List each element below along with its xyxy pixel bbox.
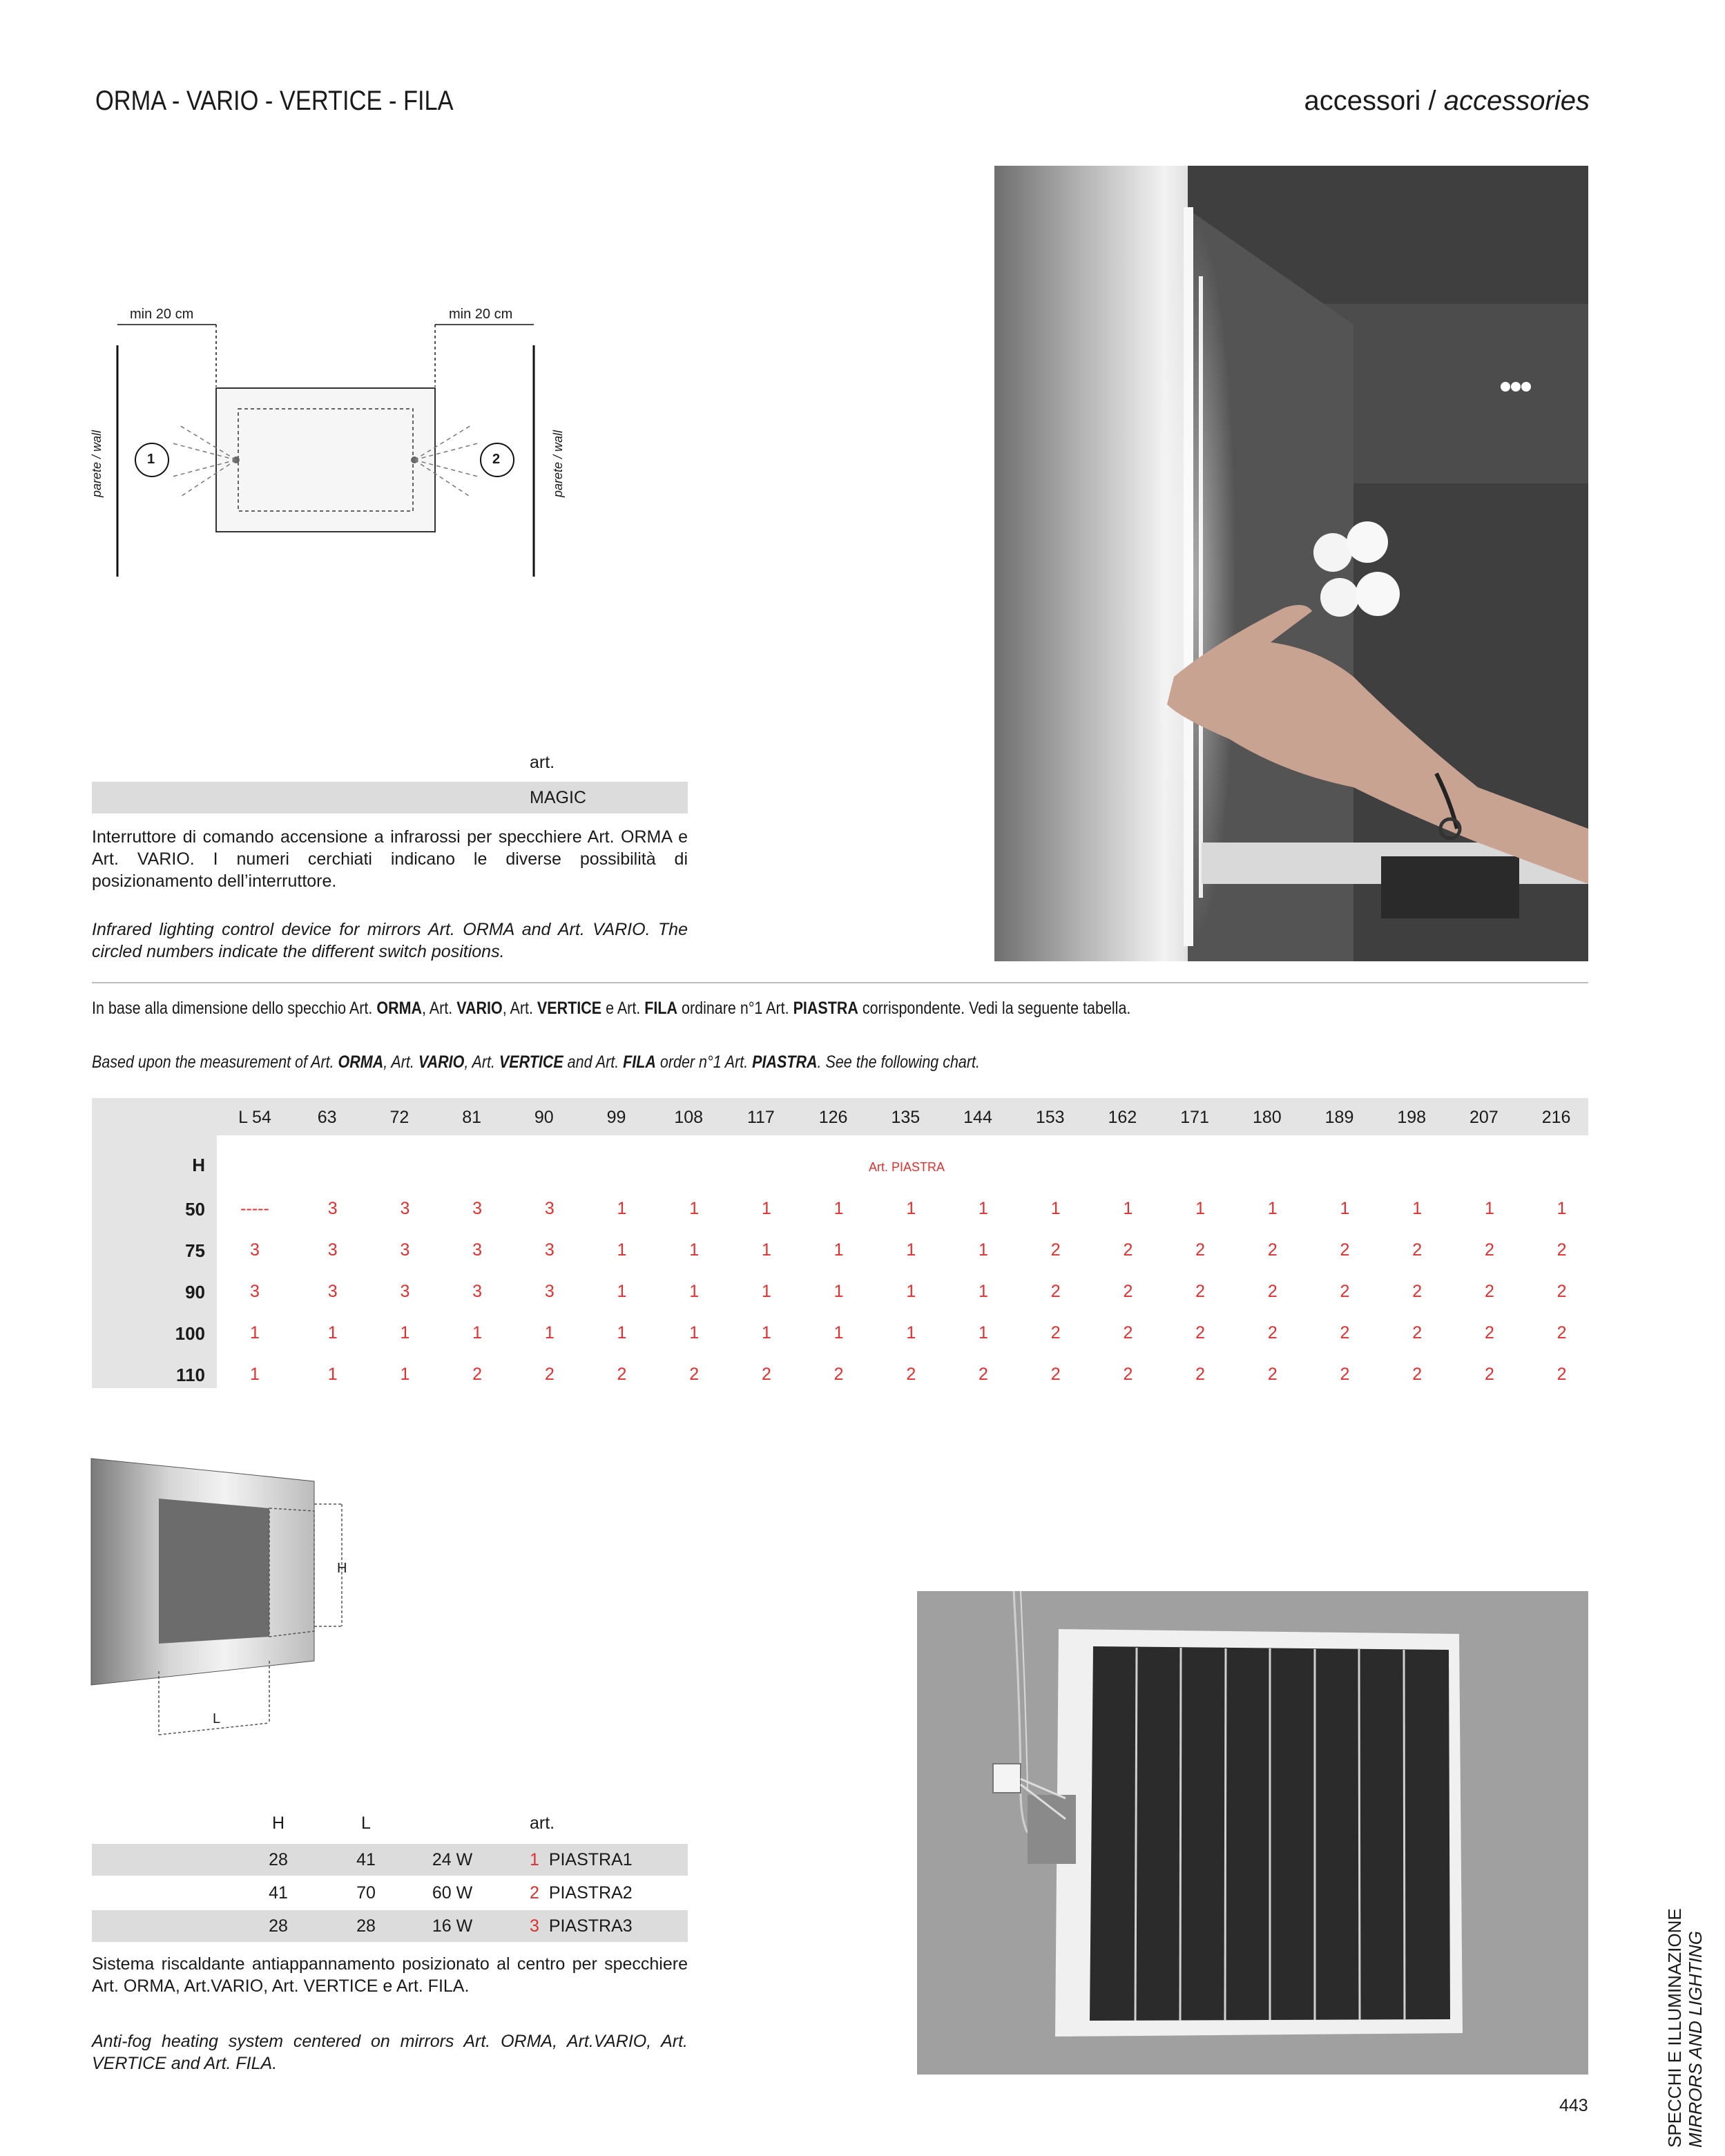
intro-en-part: , Art. bbox=[464, 1052, 499, 1072]
chart-column-header: 189 bbox=[1324, 1108, 1354, 1127]
chart-column-header: 108 bbox=[674, 1108, 704, 1127]
chart-cell: 1 bbox=[1484, 1199, 1494, 1218]
intro-en-part: Based upon the measurement of Art. bbox=[92, 1052, 338, 1072]
chart-h-header: H bbox=[192, 1155, 205, 1175]
chart-cell: 1 bbox=[689, 1282, 700, 1301]
piastra-l-value: 41 bbox=[356, 1850, 376, 1869]
chart-cell: 2 bbox=[1412, 1240, 1423, 1260]
chart-cell: 2 bbox=[1484, 1323, 1494, 1342]
chart-cell: 2 bbox=[1340, 1323, 1350, 1342]
intro-en-part: and Art. bbox=[563, 1052, 624, 1072]
intro-it-bold: ORMA bbox=[376, 999, 423, 1018]
intro-en-bold: VERTICE bbox=[499, 1052, 563, 1072]
chart-cell: 2 bbox=[472, 1365, 483, 1384]
chart-cell: 1 bbox=[1267, 1199, 1278, 1218]
chart-row-header: 90 bbox=[185, 1282, 205, 1302]
chart-cell: 1 bbox=[400, 1323, 410, 1342]
chart-column-header: 216 bbox=[1541, 1108, 1571, 1127]
chart-cell: 2 bbox=[1050, 1282, 1061, 1301]
chart-cell: 2 bbox=[1123, 1365, 1133, 1384]
chart-column-header: L 54 bbox=[238, 1108, 271, 1127]
chart-cell: 2 bbox=[1195, 1365, 1206, 1384]
magic-description-it: Interruttore di comando accensione a infrarossi per specchiere Art. ORMA e Art. VARIO. I numeri cerchiati indicano le diverse possibilità di posizionamento dell’interruttore. bbox=[92, 827, 688, 891]
intro-text-it bbox=[92, 999, 1300, 1019]
chart-cell: 1 bbox=[979, 1323, 988, 1342]
chart-cell: 1 bbox=[761, 1240, 771, 1260]
magic-description-en: Infrared lighting control device for mirrors Art. ORMA and Art. VARIO. The circled numbers indicate the different switch positions. bbox=[92, 920, 688, 961]
chart-column-header: 63 bbox=[317, 1108, 337, 1127]
chart-cell: 1 bbox=[761, 1199, 771, 1218]
piastra-l-value: 70 bbox=[356, 1883, 376, 1903]
chart-cell: 1 bbox=[979, 1240, 988, 1260]
chart-row-header: 75 bbox=[185, 1240, 205, 1261]
heating-pad-photo bbox=[917, 1591, 1588, 2075]
mirror-photo bbox=[994, 166, 1588, 961]
chart-cell: 1 bbox=[761, 1323, 771, 1342]
chart-cell: 1 bbox=[833, 1240, 844, 1260]
chart-cell: 2 bbox=[1267, 1282, 1278, 1301]
position-1-label: 1 bbox=[147, 452, 155, 467]
chart-cell: 1 bbox=[400, 1365, 410, 1384]
switch-diagram-drawing bbox=[69, 297, 566, 587]
piastra-art-value bbox=[530, 1883, 633, 1903]
intro-text-en bbox=[92, 1052, 1124, 1072]
piastra-art-number: 1 bbox=[530, 1850, 539, 1869]
chart-cell: 1 bbox=[250, 1323, 260, 1342]
chart-cell: 1 bbox=[833, 1282, 844, 1301]
chart-cell: 1 bbox=[617, 1240, 627, 1260]
chart-cell: 2 bbox=[1340, 1282, 1350, 1301]
chart-cell: 1 bbox=[327, 1323, 338, 1342]
intro-en-part: , Art. bbox=[383, 1052, 418, 1072]
section-label bbox=[1304, 86, 1590, 117]
chart-cell: 2 bbox=[1267, 1323, 1278, 1342]
chart-cell: 2 bbox=[1267, 1365, 1278, 1384]
intro-en-bold: PIASTRA bbox=[752, 1052, 818, 1072]
chart-column-header: 90 bbox=[534, 1108, 554, 1127]
chart-cell: 1 bbox=[833, 1199, 844, 1218]
piastra-art-number: 2 bbox=[530, 1883, 539, 1903]
chart-cell: 2 bbox=[1484, 1282, 1494, 1301]
chart-cell: 1 bbox=[544, 1323, 555, 1342]
chart-cell: 1 bbox=[1557, 1199, 1567, 1218]
chart-cell: 3 bbox=[327, 1282, 338, 1301]
intro-en-bold: FILA bbox=[623, 1052, 656, 1072]
chart-cell: 2 bbox=[1050, 1240, 1061, 1260]
chart-cell: 1 bbox=[979, 1199, 988, 1218]
chart-column-header: 180 bbox=[1252, 1108, 1282, 1127]
piastra-table-row bbox=[92, 1910, 688, 1942]
intro-it-bold: VERTICE bbox=[537, 999, 602, 1018]
page-number: 443 bbox=[1559, 2096, 1588, 2115]
chart-cell: 2 bbox=[1557, 1365, 1567, 1384]
chart-cell: 2 bbox=[617, 1365, 627, 1384]
chart-cell: 3 bbox=[400, 1282, 410, 1301]
chart-cell: 1 bbox=[979, 1282, 988, 1301]
chart-cell: 2 bbox=[979, 1365, 988, 1384]
chart-column-header: 144 bbox=[963, 1108, 992, 1127]
chart-cell: 3 bbox=[250, 1282, 260, 1301]
magic-art-header: art. bbox=[530, 753, 555, 772]
piastra-table-row bbox=[92, 1844, 688, 1876]
intro-it-bold: FILA bbox=[644, 999, 678, 1018]
switch-position-diagram bbox=[69, 297, 566, 587]
chart-column-header: 117 bbox=[746, 1108, 775, 1127]
chart-cell: 2 bbox=[1557, 1282, 1567, 1301]
piastra-w-value: 16 W bbox=[432, 1916, 473, 1936]
piastra-art-code: PIASTRA3 bbox=[548, 1916, 633, 1936]
chart-cell: 2 bbox=[1123, 1282, 1133, 1301]
chart-cell: 3 bbox=[544, 1240, 555, 1260]
piastra-header-h: H bbox=[271, 1813, 285, 1833]
piastra-l-value: 28 bbox=[356, 1916, 376, 1936]
piastra-chart bbox=[92, 1098, 1588, 1388]
chart-column-header: 126 bbox=[818, 1108, 848, 1127]
chart-cell: 1 bbox=[906, 1199, 916, 1218]
chart-cell: 1 bbox=[906, 1240, 916, 1260]
chart-cell: 1 bbox=[689, 1199, 700, 1218]
chapter-side-label bbox=[1664, 1908, 1706, 2148]
piastra-art-code: PIASTRA1 bbox=[548, 1850, 633, 1869]
chart-column-header: 81 bbox=[462, 1108, 481, 1127]
chart-cell: 1 bbox=[1050, 1199, 1061, 1218]
chart-cell: 2 bbox=[1267, 1240, 1278, 1260]
chart-cell: 2 bbox=[1484, 1240, 1494, 1260]
chart-cell: 2 bbox=[544, 1365, 555, 1384]
piastra-table-row bbox=[92, 1877, 688, 1909]
intro-it-part: , Art. bbox=[502, 999, 537, 1018]
heating-description-en: Anti-fog heating system centered on mirrors Art. ORMA, Art.VARIO, Art. VERTICE and Art. FILA. bbox=[92, 2032, 688, 2073]
piastra-art-code: PIASTRA2 bbox=[548, 1883, 633, 1903]
chart-cell: 2 bbox=[1050, 1365, 1061, 1384]
chart-cell: 2 bbox=[906, 1365, 916, 1384]
piastra-w-value: 60 W bbox=[432, 1883, 473, 1903]
chart-cell: 3 bbox=[544, 1199, 555, 1218]
intro-en-part: . See the following chart. bbox=[817, 1052, 980, 1072]
page-title-text: ORMA - VARIO - VERTICE - FILA bbox=[95, 86, 454, 116]
piastra-art-value bbox=[530, 1916, 633, 1936]
chart-cell: 3 bbox=[472, 1240, 483, 1260]
chart-cell: 1 bbox=[906, 1282, 916, 1301]
chart-column-header: 207 bbox=[1469, 1108, 1498, 1127]
intro-it-bold: PIASTRA bbox=[793, 999, 858, 1018]
piastra-h-value: 41 bbox=[269, 1883, 288, 1903]
chart-cell: 1 bbox=[472, 1323, 483, 1342]
intro-it-part: corrispondente. Vedi la seguente tabella. bbox=[858, 999, 1131, 1018]
piastra-header-art: art. bbox=[530, 1813, 555, 1833]
piastra-h-value: 28 bbox=[269, 1850, 288, 1869]
piastra-h-value: 28 bbox=[269, 1916, 288, 1936]
chart-cell: 3 bbox=[544, 1282, 555, 1301]
chart-cell: 2 bbox=[1195, 1240, 1206, 1260]
chart-column-header: 72 bbox=[389, 1108, 409, 1127]
chart-cell: 1 bbox=[250, 1365, 260, 1384]
chart-cell: 1 bbox=[1195, 1199, 1206, 1218]
chart-row-header: 50 bbox=[185, 1199, 205, 1220]
chart-cell: 2 bbox=[1123, 1240, 1133, 1260]
chart-cell: 1 bbox=[906, 1323, 916, 1342]
chart-cell: 1 bbox=[689, 1323, 700, 1342]
intro-it-part: , Art. bbox=[422, 999, 457, 1018]
chart-cell: 2 bbox=[689, 1365, 700, 1384]
chart-column-header: 162 bbox=[1108, 1108, 1137, 1127]
intro-en-bold: ORMA bbox=[338, 1052, 384, 1072]
mirror-photo-illustration bbox=[994, 166, 1588, 961]
chart-row-header: 110 bbox=[176, 1365, 205, 1385]
intro-en-part: order n°1 Art. bbox=[655, 1052, 753, 1072]
sketch-l-label: L bbox=[213, 1711, 221, 1726]
chart-cell: 2 bbox=[1050, 1323, 1061, 1342]
chart-column-header: 135 bbox=[891, 1108, 921, 1127]
chart-column-header: 171 bbox=[1180, 1108, 1209, 1127]
piastra-mirror-sketch bbox=[83, 1450, 373, 1747]
chart-cell: 1 bbox=[1412, 1199, 1423, 1218]
min-distance-left-label: min 20 cm bbox=[130, 307, 194, 322]
chart-cell: 2 bbox=[1123, 1323, 1133, 1342]
chart-cell: 1 bbox=[761, 1282, 771, 1301]
chart-cell: 3 bbox=[327, 1240, 338, 1260]
chart-cell: 2 bbox=[1557, 1240, 1567, 1260]
chart-cell: 3 bbox=[400, 1199, 410, 1218]
chart-cell: 3 bbox=[250, 1240, 260, 1260]
chart-column-header: 198 bbox=[1397, 1108, 1427, 1127]
intro-it-part: e Art. bbox=[601, 999, 645, 1018]
position-2-label: 2 bbox=[492, 452, 501, 467]
magic-table-row bbox=[92, 782, 688, 814]
chart-cell: 3 bbox=[472, 1282, 483, 1301]
section-label-en: accessories bbox=[1443, 86, 1590, 116]
chart-cell: 2 bbox=[1557, 1323, 1567, 1342]
piastra-table-header bbox=[92, 1813, 688, 1841]
chapter-label-en: MIRRORS AND LIGHTING bbox=[1685, 1931, 1706, 2148]
intro-en-bold: VARIO bbox=[418, 1052, 465, 1072]
chart-cell: 2 bbox=[761, 1365, 771, 1384]
chart-cell: 3 bbox=[327, 1199, 338, 1218]
magic-art-value: MAGIC bbox=[530, 788, 586, 807]
intro-it-bold: VARIO bbox=[456, 999, 503, 1018]
heating-pad-illustration bbox=[917, 1591, 1588, 2075]
chart-cell: 2 bbox=[1195, 1323, 1206, 1342]
sketch-h-label: H bbox=[337, 1561, 347, 1576]
chart-cell: ----- bbox=[240, 1199, 269, 1218]
chart-column-header: 99 bbox=[606, 1108, 626, 1127]
piastra-sketch-drawing bbox=[83, 1450, 373, 1747]
piastra-header-l: L bbox=[361, 1813, 371, 1833]
chart-cell: 2 bbox=[1195, 1282, 1206, 1301]
piastra-art-value bbox=[530, 1850, 633, 1870]
piastra-art-number: 3 bbox=[530, 1916, 539, 1936]
wall-left-label: parete / wall bbox=[90, 430, 104, 497]
chart-cell: 1 bbox=[617, 1323, 627, 1342]
chart-cell: 3 bbox=[472, 1199, 483, 1218]
heating-description-it: Sistema riscaldante antiappannamento posizionato al centro per specchiere Art. ORMA, Art.VARIO, Art. VERTICE e Art. FILA. bbox=[92, 1954, 688, 1996]
intro-it-part: ordinare n°1 Art. bbox=[677, 999, 793, 1018]
section-label-it: accessori / bbox=[1304, 86, 1436, 116]
chart-cell: 2 bbox=[1412, 1282, 1423, 1301]
chart-row-header: 100 bbox=[175, 1323, 205, 1344]
chart-cell: 2 bbox=[1412, 1323, 1423, 1342]
chapter-label-it: SPECCHI E ILLUMINAZIONE bbox=[1664, 1908, 1685, 2148]
page-title bbox=[95, 86, 512, 117]
section-divider bbox=[92, 982, 1588, 983]
chart-cell: 3 bbox=[400, 1240, 410, 1260]
chart-cell: 1 bbox=[617, 1282, 627, 1301]
chart-cell: 1 bbox=[1340, 1199, 1350, 1218]
chart-cell: 2 bbox=[1412, 1365, 1423, 1384]
min-distance-right-label: min 20 cm bbox=[449, 307, 513, 322]
chart-cell: 2 bbox=[1340, 1240, 1350, 1260]
chart-cell: 1 bbox=[327, 1365, 338, 1384]
chart-cell: 2 bbox=[1340, 1365, 1350, 1384]
chart-cell: 1 bbox=[1123, 1199, 1133, 1218]
chart-column-header: 153 bbox=[1035, 1108, 1065, 1127]
intro-it-part: In base alla dimensione dello specchio Art. bbox=[92, 999, 377, 1018]
piastra-w-value: 24 W bbox=[432, 1850, 473, 1869]
wall-right-label: parete / wall bbox=[551, 430, 565, 497]
chart-cell: 1 bbox=[689, 1240, 700, 1260]
chart-cell: 1 bbox=[833, 1323, 844, 1342]
chart-cell: 2 bbox=[1484, 1365, 1494, 1384]
chart-cell: 2 bbox=[833, 1365, 844, 1384]
chart-cell: 1 bbox=[617, 1199, 627, 1218]
chart-art-label: Art. PIASTRA bbox=[868, 1160, 945, 1174]
